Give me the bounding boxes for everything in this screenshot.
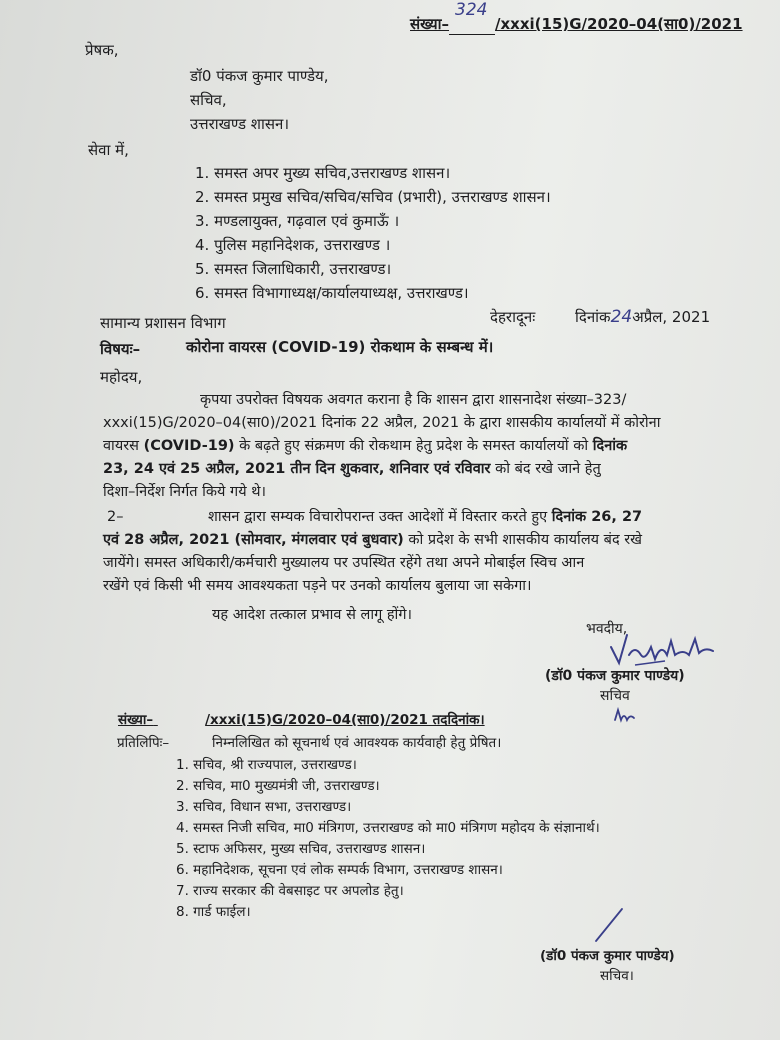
salutation: महोदय, [100,368,143,386]
copy-item: 3. सचिव, विधान सभा, उत्तराखण्ड। [176,799,352,815]
copy-item: 6. महानिदेशक, सूचना एवं लोक सम्पर्क विभाग, उत्तराखण्ड शासन। [176,862,503,878]
para2-line [208,508,642,526]
para1-line [103,460,601,478]
text-run: दिनांक [592,438,628,454]
copy-signatory-name: (डॉ0 पंकज कुमार पाण्डेय) [540,948,675,964]
copy-intro-label: प्रतिलिपिः– [117,735,170,751]
subject-text: कोरोना वायरस (COVID-19) रोकथाम के सम्बन्ध में। [186,338,494,356]
text-run: शासन द्वारा सम्यक विचारोपरान्त उक्त आदेशों में विस्तार करते हुए [208,509,552,525]
reference-prefix: संख्या– [410,15,450,33]
para2-line: रखेंगे एवं किसी भी समय आवश्यकता पड़ने पर उनको कार्यालय बुलाया जा सकेगा। [103,578,532,594]
text-run: वायरस [103,438,144,454]
text-run: को बंद रखे जाने हेतु [490,461,601,477]
recipients-label: सेवा में, [88,141,129,159]
handwritten-reference-number: 324 [455,0,488,20]
subject-label: विषयः– [100,340,141,358]
sender-designation: सचिव, [190,91,227,109]
sender-label: प्रेषक, [85,41,119,59]
sender-name: डॉ0 पंकज कुमार पाण्डेय, [190,67,329,85]
recipient-item: 6. समस्त विभागाध्यक्ष/कार्यालयाध्यक्ष, उत्तराखण्ड। [195,284,469,302]
signatory-name: (डॉ0 पंकज कुमार पाण्डेय) [545,668,685,684]
signatory-designation: सचिव [600,688,630,704]
copy-item: 5. स्टाफ अफिसर, मुख्य सचिव, उत्तराखण्ड शासन। [176,841,426,857]
initials-mark [612,706,640,724]
copy-reference-rest: /xxxi(15)G/2020–04(सा0)/2021 तददिनांक। [205,712,485,728]
para1-line: कृपया उपरोक्त विषयक अवगत कराना है कि शासन द्वारा शासनादेश संख्या–323/ [200,392,627,408]
recipient-item: 1. समस्त अपर मुख्य सचिव,उत्तराखण्ड शासन। [195,164,451,182]
text-run: के बढ़ते हुए संक्रमण की रोकथाम हेतु प्रदेश के समस्त कार्यालयों को [234,438,593,454]
para2-line [103,531,642,549]
recipient-item: 2. समस्त प्रमुख सचिव/सचिव/सचिव (प्रभारी), उत्तराखण्ड शासन। [195,188,551,206]
sender-office: उत्तराखण्ड शासन। [190,115,290,133]
para1-line [103,437,627,455]
text-run: दिनांक 26, 27 [551,509,643,525]
date-label: दिनांक [575,308,611,326]
copy-reference-blank [153,711,205,729]
para1-line: xxxi(15)G/2020–04(सा0)/2021 दिनांक 22 अप्रैल, 2021 के द्वारा शासकीय कार्यालयों में कोरोना [103,415,661,431]
copy-item: 1. सचिव, श्री राज्यपाल, उत्तराखण्ड। [176,757,357,773]
department-name: सामान्य प्रशासन विभाग [100,314,226,332]
text-run: एवं 28 अप्रैल, 2021 (सोमवार, मंगलवार एवं बुधवार) [103,532,404,548]
text-run: को प्रदेश के सभी शासकीय कार्यालय बंद रखे [403,532,643,548]
reference-number [410,0,743,35]
date-rest: अप्रैल, 2021 [632,308,711,326]
recipient-item: 4. पुलिस महानिदेशक, उत्तराखण्ड । [195,236,391,254]
para2-line: जायेंगे। समस्त अधिकारी/कर्मचारी मुख्यालय पर उपस्थित रहेंगे तथा अपने मोबाईल स्विच आन [103,555,585,571]
para2-number: 2– [107,509,124,525]
yours-faithfully: भवदीय, [586,621,628,637]
copy-intro-text: निम्नलिखित को सूचनार्थ एवं आवश्यक कार्यवाही हेतु प्रेषित। [212,735,502,751]
copy-item: 4. समस्त निजी सचिव, मा0 मंत्रिगण, उत्तराखण्ड को मा0 मंत्रिगण महोदय के संज्ञानार्थ। [176,820,600,836]
reference-suffix: /xxxi(15)G/2020–04(सा0)/2021 [495,15,743,33]
copy-item: 2. सचिव, मा0 मुख्यमंत्री जी, उत्तराखण्ड। [176,778,380,794]
recipient-item: 3. मण्डलायुक्त, गढ़वाल एवं कुमाऊँ । [195,212,400,230]
place: देहरादूनः [490,308,536,326]
copy-reference [118,711,485,729]
copy-item: 8. गार्ड फाईल। [176,904,251,920]
date-line [575,307,710,327]
copy-item: 7. राज्य सरकार की वेबसाइट पर अपलोड हेतु। [176,883,404,899]
copy-reference-prefix: संख्या– [118,712,154,728]
closing-line: यह आदेश तत्काल प्रभाव से लागू होंगे। [212,607,412,623]
copy-signatory-designation: सचिव। [600,968,634,984]
signature-scribble [605,625,725,671]
para1-line: दिशा–निर्देश निर्गत किये गये थे। [103,484,266,500]
text-run: (COVID-19) [143,438,235,454]
reference-blank [449,0,495,35]
text-run: 23, 24 एवं 25 अप्रैल, 2021 तीन दिन शुकवार, शनिवार एवं रविवार [103,461,491,477]
handwritten-date: 24 [610,307,633,327]
recipient-item: 5. समस्त जिलाधिकारी, उत्तराखण्ड। [195,260,392,278]
signature-stroke [588,905,628,945]
